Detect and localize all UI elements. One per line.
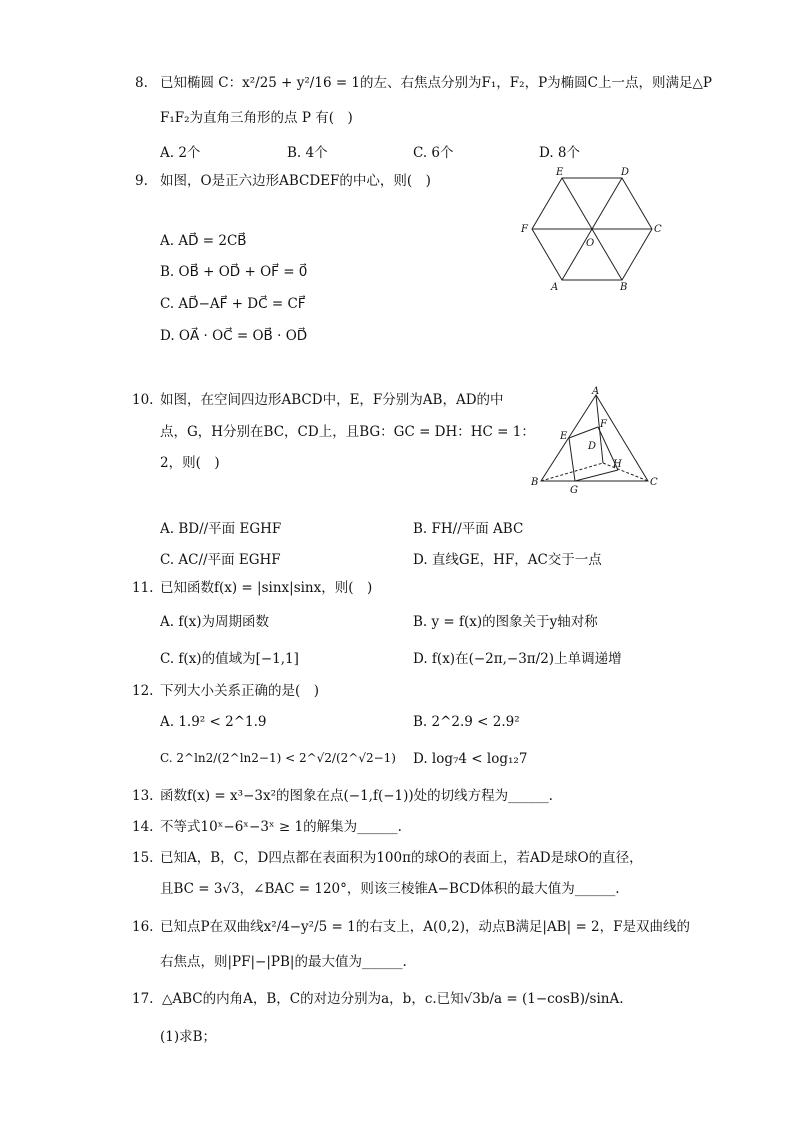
q12-option-d[interactable]: D. log₇4 < log₁₂7 xyxy=(413,751,528,767)
tet-label-e: E xyxy=(560,431,568,442)
q9-option-b[interactable]: B. OB⃗ + OD⃗ + OF⃗ = 0⃗ xyxy=(160,264,308,280)
q10-option-b[interactable]: B. FH//平面 ABC xyxy=(413,521,524,537)
q13-number: 13. xyxy=(132,788,154,804)
q11-stem: 已知函数f(x) = |sinx|sinx，则( ) xyxy=(160,580,373,596)
q17-stem: △ABC的内角A，B，C的对边分别为a，b，c.已知√3b/a = (1−cosB)/sinA. xyxy=(162,991,624,1007)
q8-number: 8. xyxy=(135,75,148,91)
q10-stem-line3: 2，则( ) xyxy=(160,455,220,471)
q8-stem-line2: F₁F₂为直角三角形的点 P 有( ) xyxy=(160,110,353,126)
q11-option-c[interactable]: C. f(x)的值域为[−1,1] xyxy=(160,651,299,667)
q14-stem: 不等式10ˣ−6ˣ−3ˣ ≥ 1的解集为______. xyxy=(160,819,402,835)
tet-label-a: A xyxy=(592,386,600,397)
q10-option-c[interactable]: C. AC//平面 EGHF xyxy=(160,552,281,568)
tet-label-g: G xyxy=(570,485,578,496)
q10-option-d[interactable]: D. 直线GE，HF，AC交于一点 xyxy=(413,552,602,568)
hexagon-figure xyxy=(518,165,664,293)
q15-number: 15. xyxy=(132,850,154,866)
q10-stem-line2: 点，G，H分别在BC，CD上，且BG：GC = DH：HC = 1： xyxy=(160,424,535,440)
q15-stem-line1: 已知A，B，C，D四点都在表面积为100π的球O的表面上，若AD是球O的直径， xyxy=(160,850,643,866)
q11-option-b[interactable]: B. y = f(x)的图象关于y轴对称 xyxy=(413,614,598,630)
hex-label-b: B xyxy=(620,282,628,293)
hex-label-a: A xyxy=(551,282,559,293)
q12-option-c[interactable]: C. 2^ln2/(2^ln2−1) < 2^√2/(2^√2−1) xyxy=(160,751,396,765)
tet-label-f: F xyxy=(600,419,607,430)
q16-stem-line2: 右焦点，则|PF|−|PB|的最大值为______. xyxy=(160,954,407,970)
q8-option-c[interactable]: C. 6个 xyxy=(413,145,454,161)
tet-label-c: C xyxy=(650,477,658,488)
hex-label-o: O xyxy=(586,238,595,249)
q12-option-a[interactable]: A. 1.9² < 2^1.9 xyxy=(160,714,267,730)
q15-stem-line2: 且BC = 3√3，∠BAC = 120°，则该三棱锥A−BCD体积的最大值为______. xyxy=(160,881,620,897)
q9-option-d[interactable]: D. OA⃗ · OC⃗ = OB⃗ · OD⃗ xyxy=(160,328,308,344)
hex-label-e: E xyxy=(556,167,564,178)
q9-option-c[interactable]: C. AD⃗−AF⃗ + DC⃗ = CF⃗ xyxy=(160,296,306,312)
q13-stem: 函数f(x) = x³−3x²的图象在点(−1,f(−1))处的切线方程为______. xyxy=(160,788,553,804)
hex-label-f: F xyxy=(521,224,528,235)
q17-subquestion-1: (1)求B； xyxy=(160,1029,217,1045)
tet-label-d: D xyxy=(588,441,597,452)
q14-number: 14. xyxy=(132,819,154,835)
q9-option-a[interactable]: A. AD⃗ = 2CB⃗ xyxy=(160,233,247,249)
q8-option-b[interactable]: B. 4个 xyxy=(287,145,328,161)
q11-number: 11. xyxy=(132,580,154,596)
q16-number: 16. xyxy=(132,919,154,935)
q11-option-a[interactable]: A. f(x)为周期函数 xyxy=(160,614,269,630)
q10-stem-line1: 如图，在空间四边形ABCD中，E，F分别为AB，AD的中 xyxy=(160,392,504,408)
q9-number: 9. xyxy=(135,173,148,189)
q12-stem: 下列大小关系正确的是( ) xyxy=(160,683,320,699)
hex-label-d: D xyxy=(621,167,630,178)
q9-stem: 如图，O是正六边形ABCDEF的中心，则( ) xyxy=(160,173,431,189)
q8-stem-line1: 已知椭圆 C：x²/25 + y²/16 = 1的左、右焦点分别为F₁，F₂，P为椭圆C上一点，则满足△P xyxy=(160,75,712,91)
tet-label-b: B xyxy=(531,477,539,488)
q17-number: 17. xyxy=(132,991,154,1007)
q12-option-b[interactable]: B. 2^2.9 < 2.9² xyxy=(413,714,520,730)
q10-number: 10. xyxy=(132,392,154,408)
tet-label-h: H xyxy=(613,459,622,470)
q11-option-d[interactable]: D. f(x)在(−2π,−3π/2)上单调递增 xyxy=(413,651,622,667)
hex-label-c: C xyxy=(654,224,662,235)
q8-option-d[interactable]: D. 8个 xyxy=(539,145,581,161)
tetrahedron-figure xyxy=(528,385,664,497)
q12-number: 12. xyxy=(132,683,154,699)
q8-option-a[interactable]: A. 2个 xyxy=(160,145,201,161)
q16-stem-line1: 已知点P在双曲线x²/4−y²/5 = 1的右支上，A(0,2)，动点B满足|AB| = 2，F是双曲线的 xyxy=(160,919,691,935)
q10-option-a[interactable]: A. BD//平面 EGHF xyxy=(160,521,282,537)
